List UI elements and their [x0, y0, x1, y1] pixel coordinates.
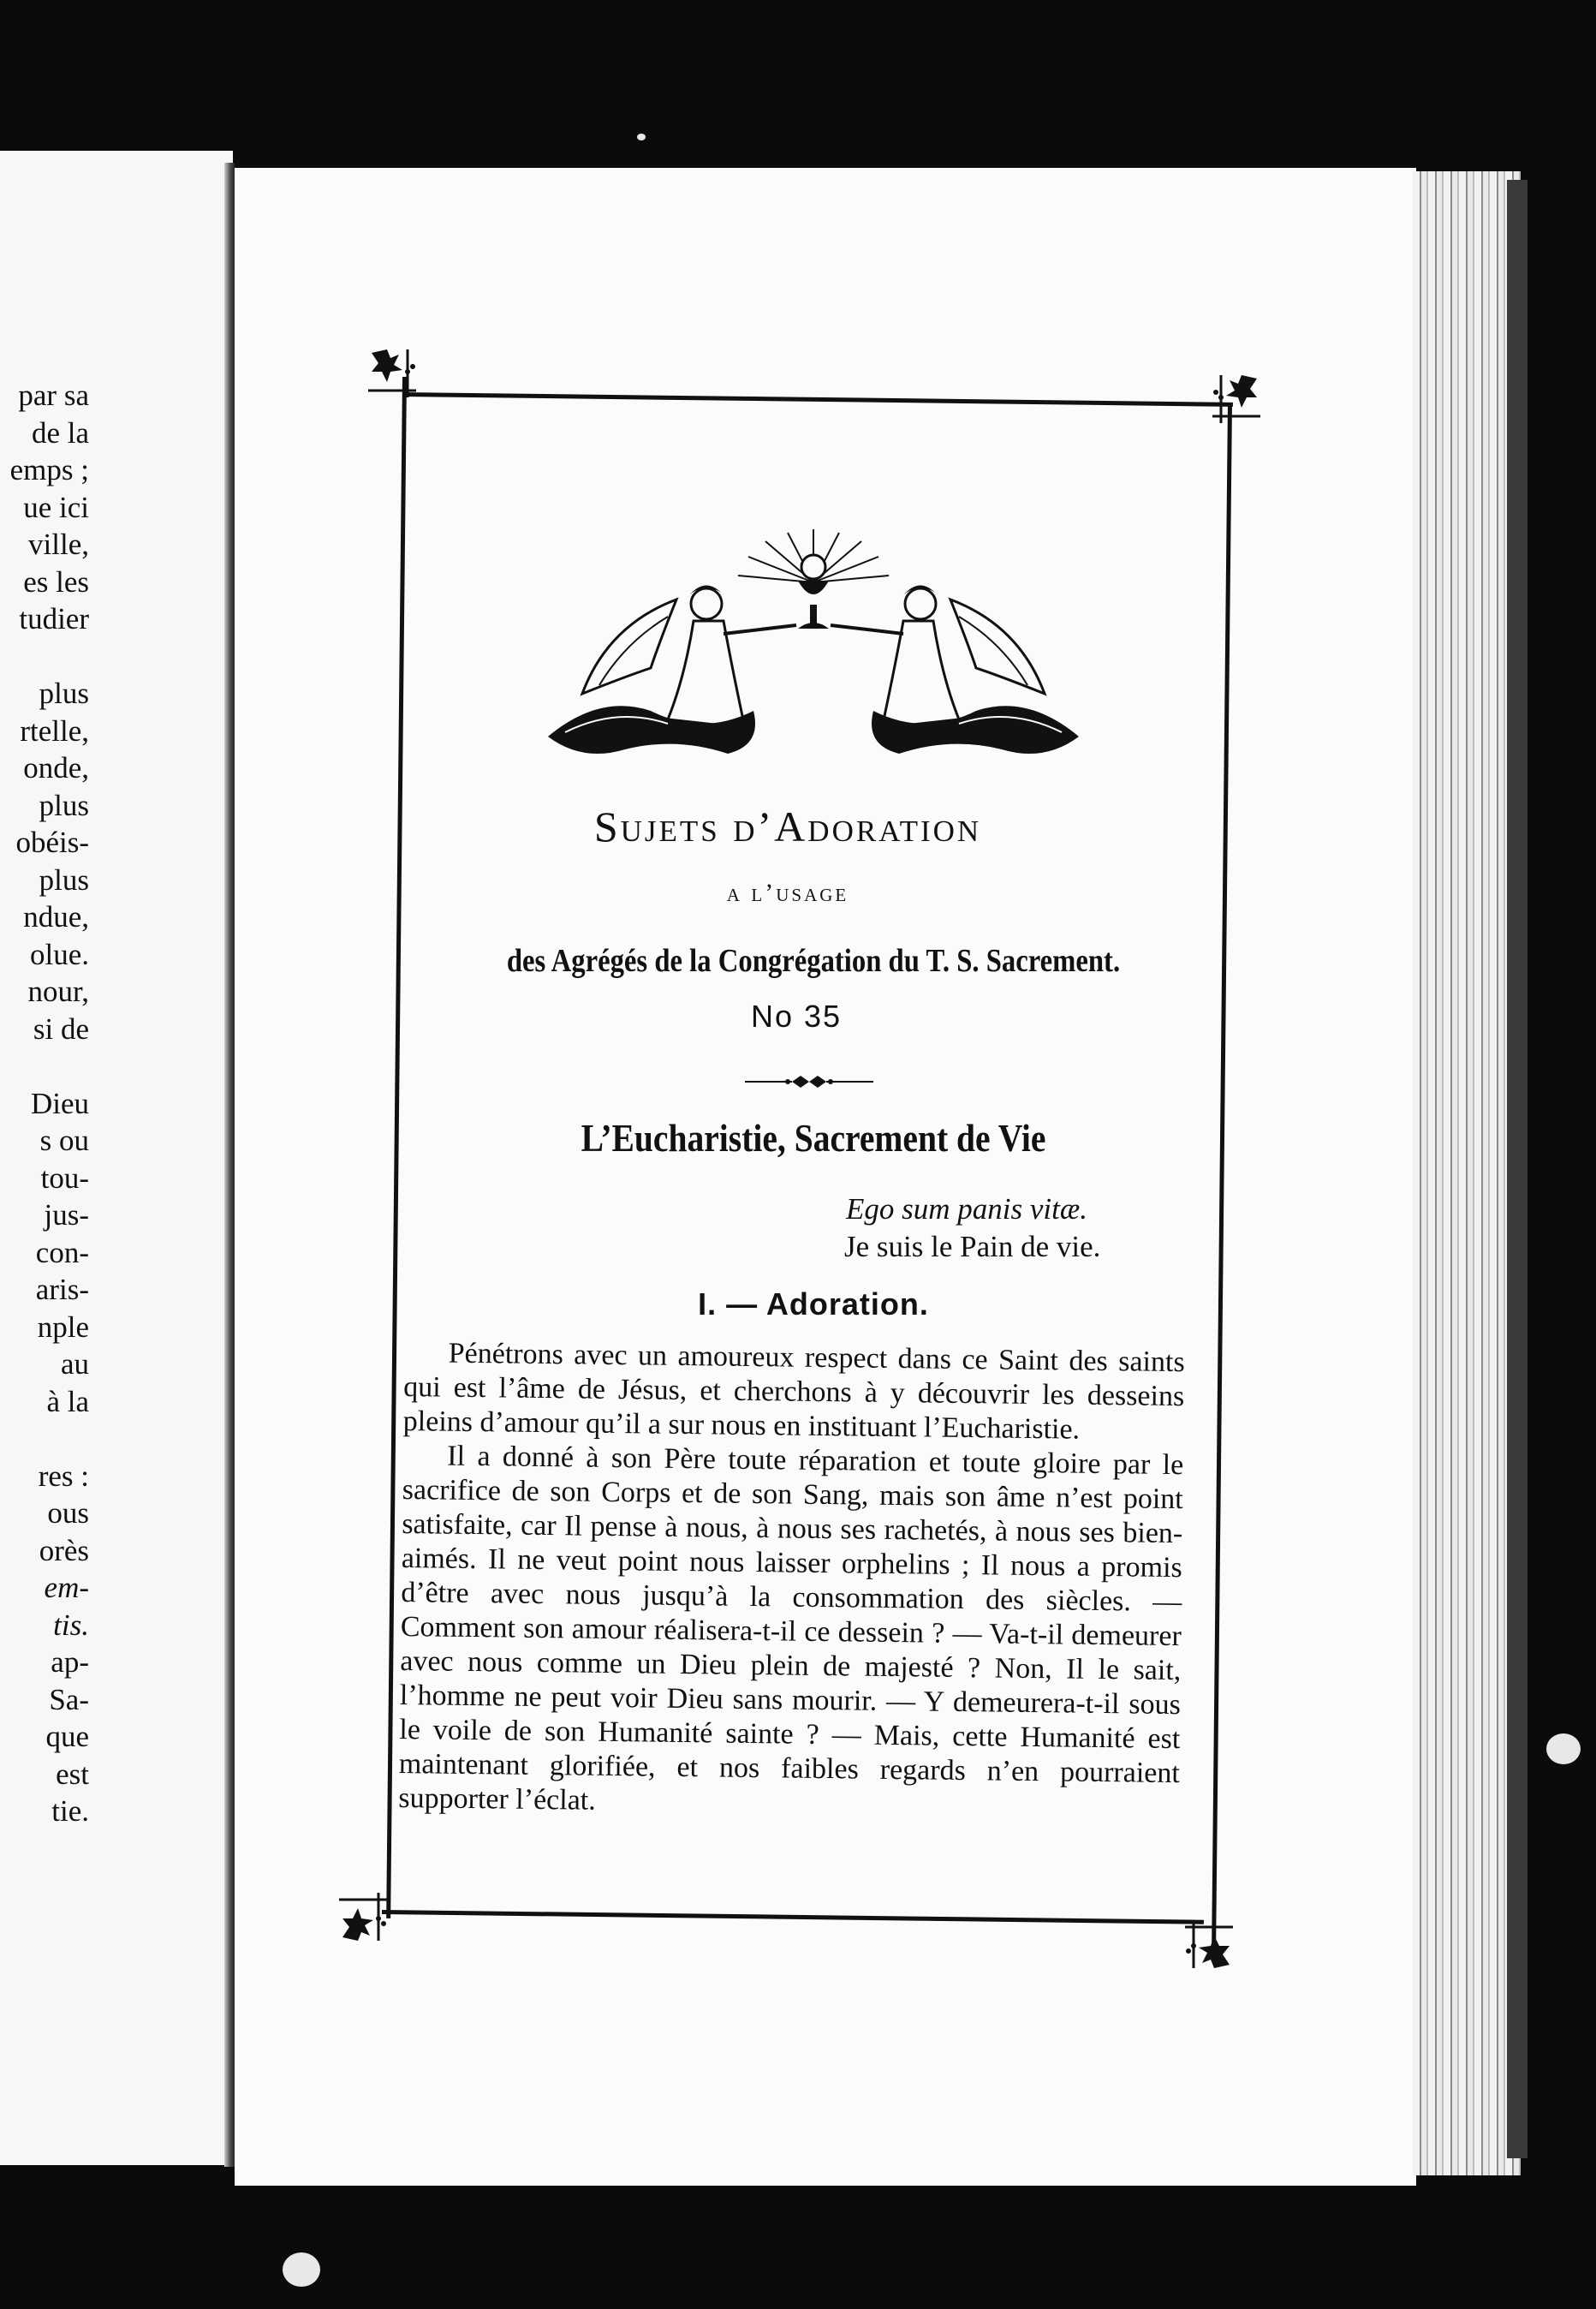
book-cover-edge: [1507, 180, 1528, 2158]
left-page-line: est: [56, 1757, 89, 1791]
left-page-line: s ou: [39, 1124, 89, 1157]
left-page-line: plus: [39, 677, 89, 710]
paragraph: Il a donné à son Père toute réparation et toute gloire par le sacrifice de son Corps et de son Sang, mais son âme n’est point satisfaite, car Il pense à nous, à nous ses rachetés, à nous ses bien-aimés. Il ne veut point nous laisser orphelins ; Il nous a promis d’être avec nous jusqu’à la consommation des siècles. — Comment son amour réalisera-t-il ce dessein ? — Va-t-il demeurer avec nous comme un Dieu plein de majesté ? Non, Il le sait, l’homme ne peut voir Dieu sans mourir. — Y demeurera-t-il sous le voile de son Humanité sainte ? — Mais, cette Humanité est maintenant glorifiée, et nos faibles regards n’en pourraient supporter l’éclat.: [398, 1440, 1184, 1817]
left-page-line: de la: [31, 415, 89, 450]
left-page-line: ap-: [51, 1645, 89, 1679]
left-page-line: nour,: [27, 975, 89, 1008]
left-page-line: es les: [23, 564, 89, 599]
corner-ornament-bottom-left-icon: [336, 1889, 390, 1944]
left-page-line: rtelle,: [20, 713, 89, 748]
left-page-line: jus-: [44, 1198, 89, 1232]
left-page-line: plus: [39, 788, 89, 822]
left-page-line: [0, 1047, 89, 1085]
section-heading: I. — Adoration.: [698, 1286, 929, 1322]
paragraph: Pénétrons avec un amoureux respect dans ce Saint des saints qui est l’âme de Jésus, et cherchons à y découvrir les desseins pleins d’amour qu’il a sur nous en instituant l’Eucharistie.: [402, 1337, 1185, 1446]
left-page-line: aris-: [35, 1273, 89, 1306]
left-page-line: olue.: [29, 937, 89, 971]
left-page-line: ville,: [28, 528, 89, 561]
left-page-line: plus: [39, 862, 89, 897]
left-page-line: que: [45, 1720, 89, 1753]
left-page-line: onde,: [23, 751, 89, 785]
left-page-line: [0, 1420, 89, 1458]
issue-number: No 35: [750, 999, 843, 1034]
left-page-line: con-: [35, 1235, 89, 1269]
left-page-line: [0, 638, 89, 676]
left-page-line: tudier: [19, 602, 89, 635]
left-page-line: nple: [37, 1310, 89, 1344]
corner-ornament-bottom-right-icon: [1182, 1917, 1236, 1972]
epigraph-latin: Ego sum panis vitæ.: [846, 1192, 1087, 1226]
fleuron-divider-icon: [745, 1072, 873, 1091]
book-page-edges: [1413, 171, 1521, 2175]
left-page-line: si de: [33, 1011, 89, 1046]
left-page-line: Dieu: [30, 1086, 89, 1120]
article-body: [398, 1336, 1185, 1825]
left-page-line: ous: [47, 1496, 89, 1530]
left-page-line: ue ici: [23, 490, 89, 524]
publication-title: Sujets d’Adoration: [593, 802, 982, 850]
corner-ornament-top-right-icon: [1209, 372, 1264, 427]
left-page-line: res :: [38, 1459, 89, 1493]
left-page-line: tis.: [53, 1608, 89, 1642]
left-page-line: tou-: [40, 1160, 89, 1195]
left-page-line: tie.: [51, 1794, 89, 1828]
congregation-line: des Agrégés de la Congrégation du T. S. Sacrement.: [506, 943, 1121, 979]
angels-holding-chalice-vignette-icon: [548, 522, 1079, 779]
left-page-line: em-: [44, 1571, 89, 1604]
left-page-line: orès: [39, 1533, 89, 1567]
left-page-line: ndue,: [23, 900, 89, 934]
book-gutter: [224, 163, 235, 2167]
left-page-text: [0, 377, 89, 1830]
left-page-line: par sa: [18, 379, 89, 412]
left-page-line: emps ;: [9, 453, 89, 486]
dust-speck: [1546, 1733, 1581, 1764]
epigraph-french: Je suis le Pain de vie.: [844, 1230, 1101, 1263]
publication-subtitle: a l’usage: [726, 879, 849, 907]
left-page-line: Sa-: [49, 1682, 89, 1716]
corner-ornament-top-left-icon: [365, 346, 420, 401]
left-page-line: obéis-: [15, 826, 89, 859]
left-page-line: à la: [46, 1384, 89, 1418]
left-page-line: au: [60, 1347, 89, 1381]
article-title: L’Eucharistie, Sacrement de Vie: [581, 1116, 1046, 1160]
dust-speck: [637, 134, 646, 140]
right-page: [235, 168, 1416, 2186]
dust-speck: [283, 2252, 320, 2287]
